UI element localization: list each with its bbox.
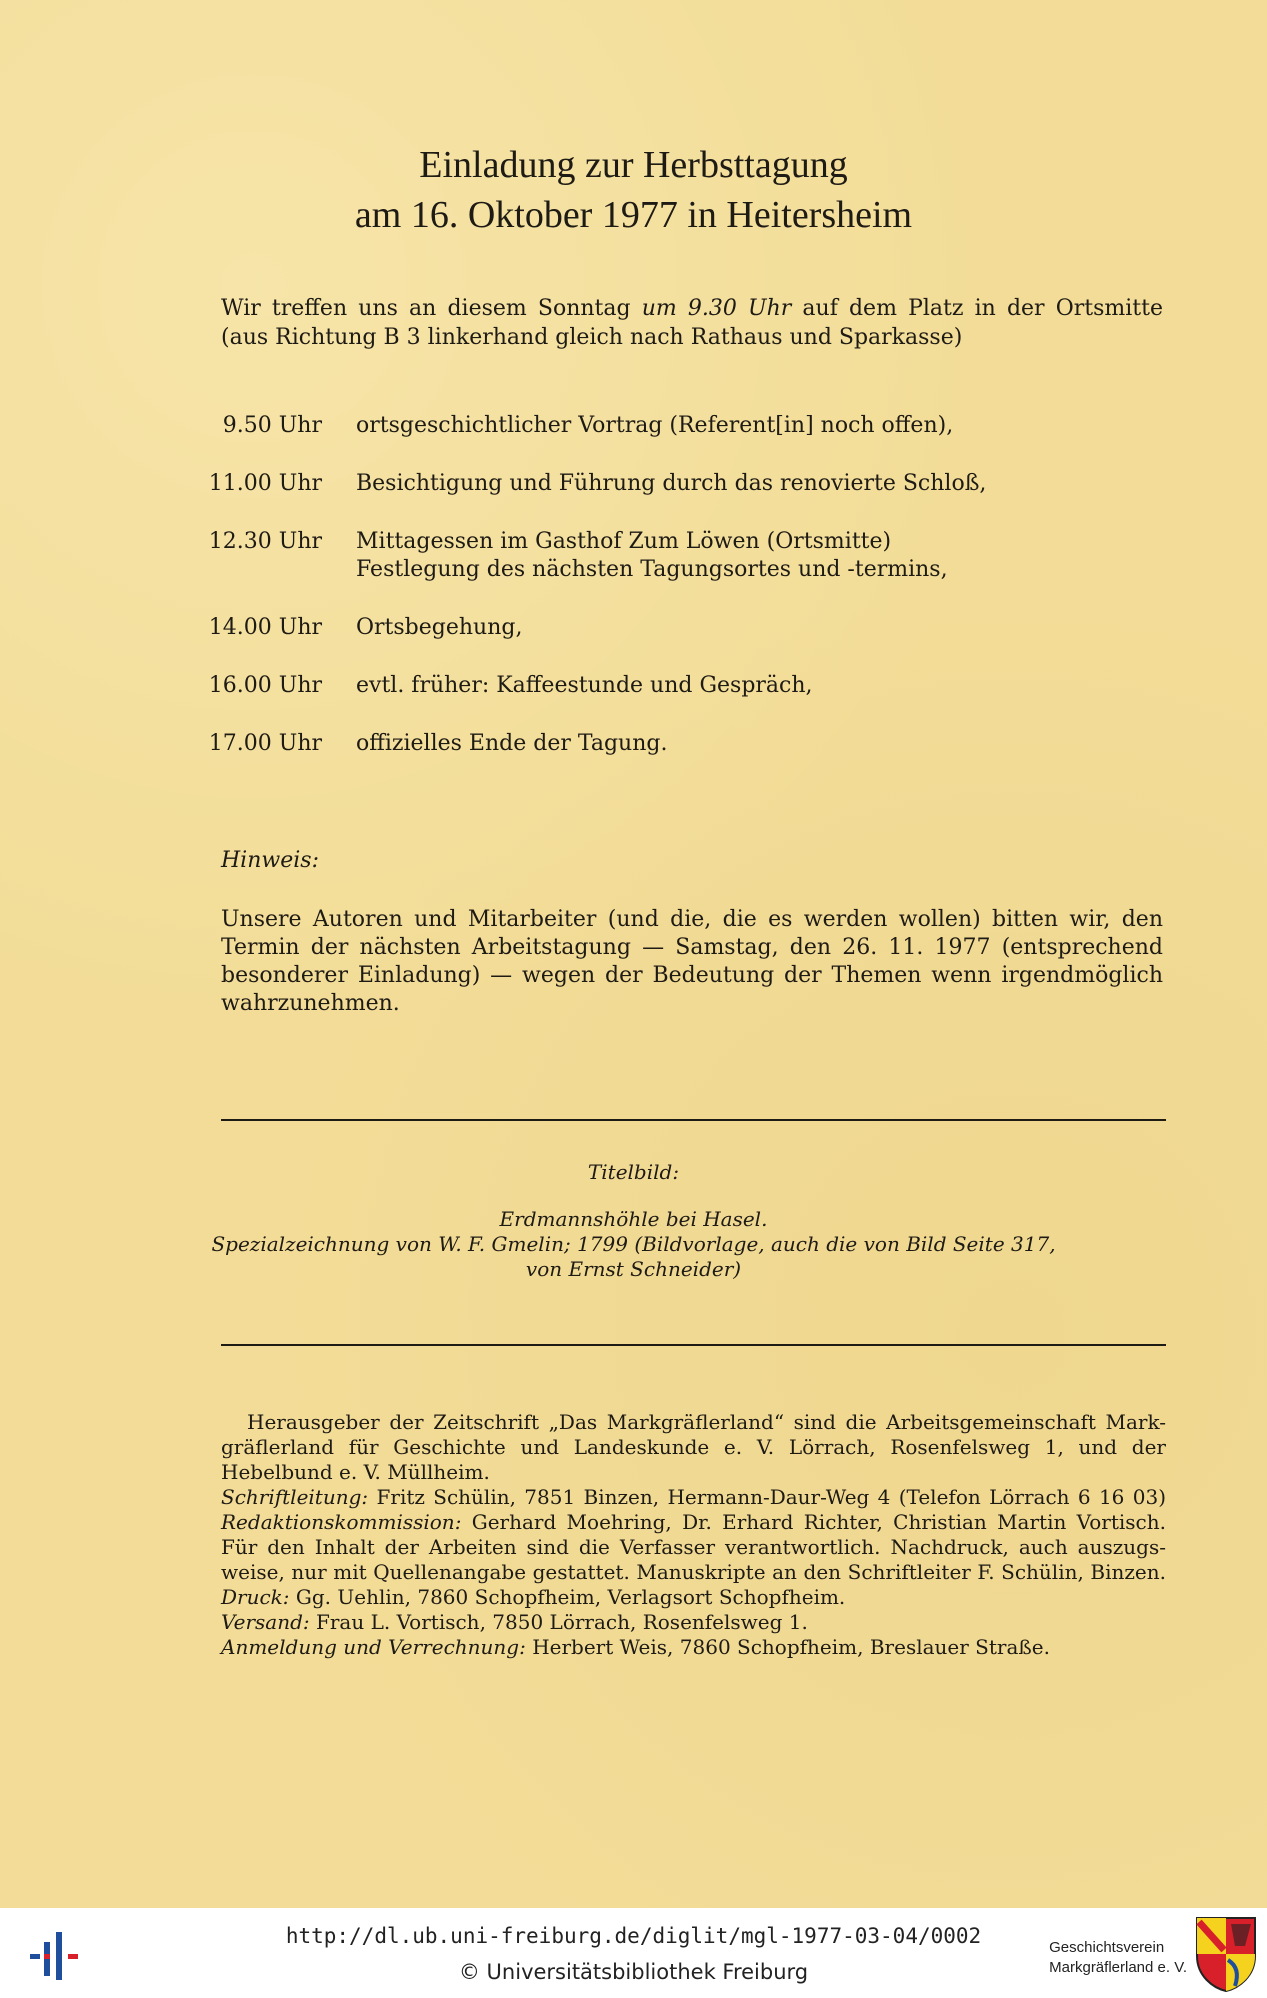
imprint-line: Für den Inhalt der Arbeiten sind die Verfasser verantwortlich. Nachdruck, auch auszugs- xyxy=(221,1535,1166,1559)
footer-org-line2: Markgräflerland e. V. xyxy=(1049,1959,1187,1976)
imprint-line: Herausgeber der Zeitschrift „Das Markgräflerland“ sind die Arbeitsgemeinschaft Mark- xyxy=(247,1410,1166,1434)
schedule-description-continuation: Festlegung des nächsten Tagungsortes und -termins, xyxy=(356,557,948,582)
schedule-time: 14.00 Uhr xyxy=(208,615,322,640)
imprint-label: Schriftleitung: xyxy=(221,1485,369,1509)
footer-org-line1: Geschichtsverein xyxy=(1049,1939,1165,1956)
imprint-line: weise, nur mit Quellenangabe gestattet. Manuskripte an den Schriftleiter F. Schülin, Binzen. xyxy=(221,1560,1166,1584)
imprint-block xyxy=(221,1410,1166,1660)
page-title-line2: am 16. Oktober 1977 in Heitersheim xyxy=(354,194,913,236)
imprint-label: Anmeldung und Verrechnung: xyxy=(221,1635,526,1659)
footer-bar xyxy=(0,1908,1267,1998)
schedule-time: 9.50 Uhr xyxy=(222,413,322,438)
imprint-label: Druck: xyxy=(221,1585,290,1609)
divider-bottom xyxy=(221,1344,1166,1346)
hinweis-paragraph: Unsere Autoren und Mitarbeiter (und die, die es werden wollen) bitten wir, den Termin der nächsten Arbeitstagung — Samstag, den 26. 11. 1977 (entsprechend besonderer Einladung) — wegen der Bedeutung der Themen wenn irgendmöglich wahrzunehmen. xyxy=(221,907,1163,1016)
schedule-description: evtl. früher: Kaffeestunde und Gespräch, xyxy=(356,673,813,698)
imprint-line: Anmeldung und Verrechnung: Herbert Weis, 7860 Schopfheim, Breslauer Straße. xyxy=(221,1635,1050,1659)
caption-line1: Erdmannshöhle bei Hasel. xyxy=(499,1207,768,1231)
caption-label: Titelbild: xyxy=(587,1160,680,1184)
caption-line3: von Ernst Schneider) xyxy=(525,1257,742,1281)
divider-top xyxy=(221,1119,1166,1121)
hinweis-heading: Hinweis: xyxy=(221,848,319,873)
imprint-line: Redaktionskommission: Gerhard Moehring, Dr. Erhard Richter, Christian Martin Vortisch. xyxy=(221,1510,1166,1534)
footer-url-link[interactable]: http://dl.ub.uni-freiburg.de/diglit/mgl-1977-03-04/0002 xyxy=(285,1924,982,1948)
schedule-time: 17.00 Uhr xyxy=(208,731,322,756)
schedule-time: 11.00 Uhr xyxy=(208,471,322,496)
schedule-time: 12.30 Uhr xyxy=(208,529,322,554)
imprint-line: gräflerland für Geschichte und Landeskunde e. V. Lörrach, Rosenfelsweg 1, und der xyxy=(221,1435,1166,1459)
intro-time: um 9.30 Uhr xyxy=(641,296,792,321)
coat-of-arms-icon xyxy=(1195,1916,1257,1992)
schedule-description: Besichtigung und Führung durch das renovierte Schloß, xyxy=(356,471,987,496)
footer-organization xyxy=(1049,1938,1187,1978)
schedule-description: Mittagessen im Gasthof Zum Löwen (Ortsmitte) xyxy=(356,529,892,554)
imprint-line: Schriftleitung: Fritz Schülin, 7851 Binzen, Hermann-Daur-Weg 4 (Telefon Lörrach 6 16 03) xyxy=(221,1485,1166,1509)
imprint-line: Hebelbund e. V. Müllheim. xyxy=(221,1460,490,1484)
schedule-description: Ortsbegehung, xyxy=(356,615,523,640)
footer-copyright: © Universitätsbibliothek Freiburg xyxy=(458,1960,809,1984)
schedule-time: 16.00 Uhr xyxy=(208,673,322,698)
imprint-label: Versand: xyxy=(221,1610,310,1634)
caption-line2: Spezialzeichnung von W. F. Gmelin; 1799 (Bildvorlage, auch die von Bild Seite 317, xyxy=(211,1232,1056,1256)
intro-line2: (aus Richtung B 3 linkerhand gleich nach Rathaus und Sparkasse) xyxy=(221,325,963,350)
schedule-description: offizielles Ende der Tagung. xyxy=(356,731,668,756)
imprint-line: Druck: Gg. Uehlin, 7860 Schopfheim, Verlagsort Schopfheim. xyxy=(221,1585,846,1609)
imprint-label: Redaktionskommission: xyxy=(221,1510,462,1534)
page-title-line1: Einladung zur Herbsttagung xyxy=(419,144,848,186)
imprint-line: Versand: Frau L. Vortisch, 7850 Lörrach, Rosenfelsweg 1. xyxy=(221,1610,808,1634)
intro-paragraph xyxy=(221,294,1163,352)
schedule-description: ortsgeschichtlicher Vortrag (Referent[in] noch offen), xyxy=(356,413,954,438)
intro-line1: Wir treffen uns an diesem Sonntag um 9.30 Uhr auf dem Platz in der Ortsmitte xyxy=(221,296,1163,321)
